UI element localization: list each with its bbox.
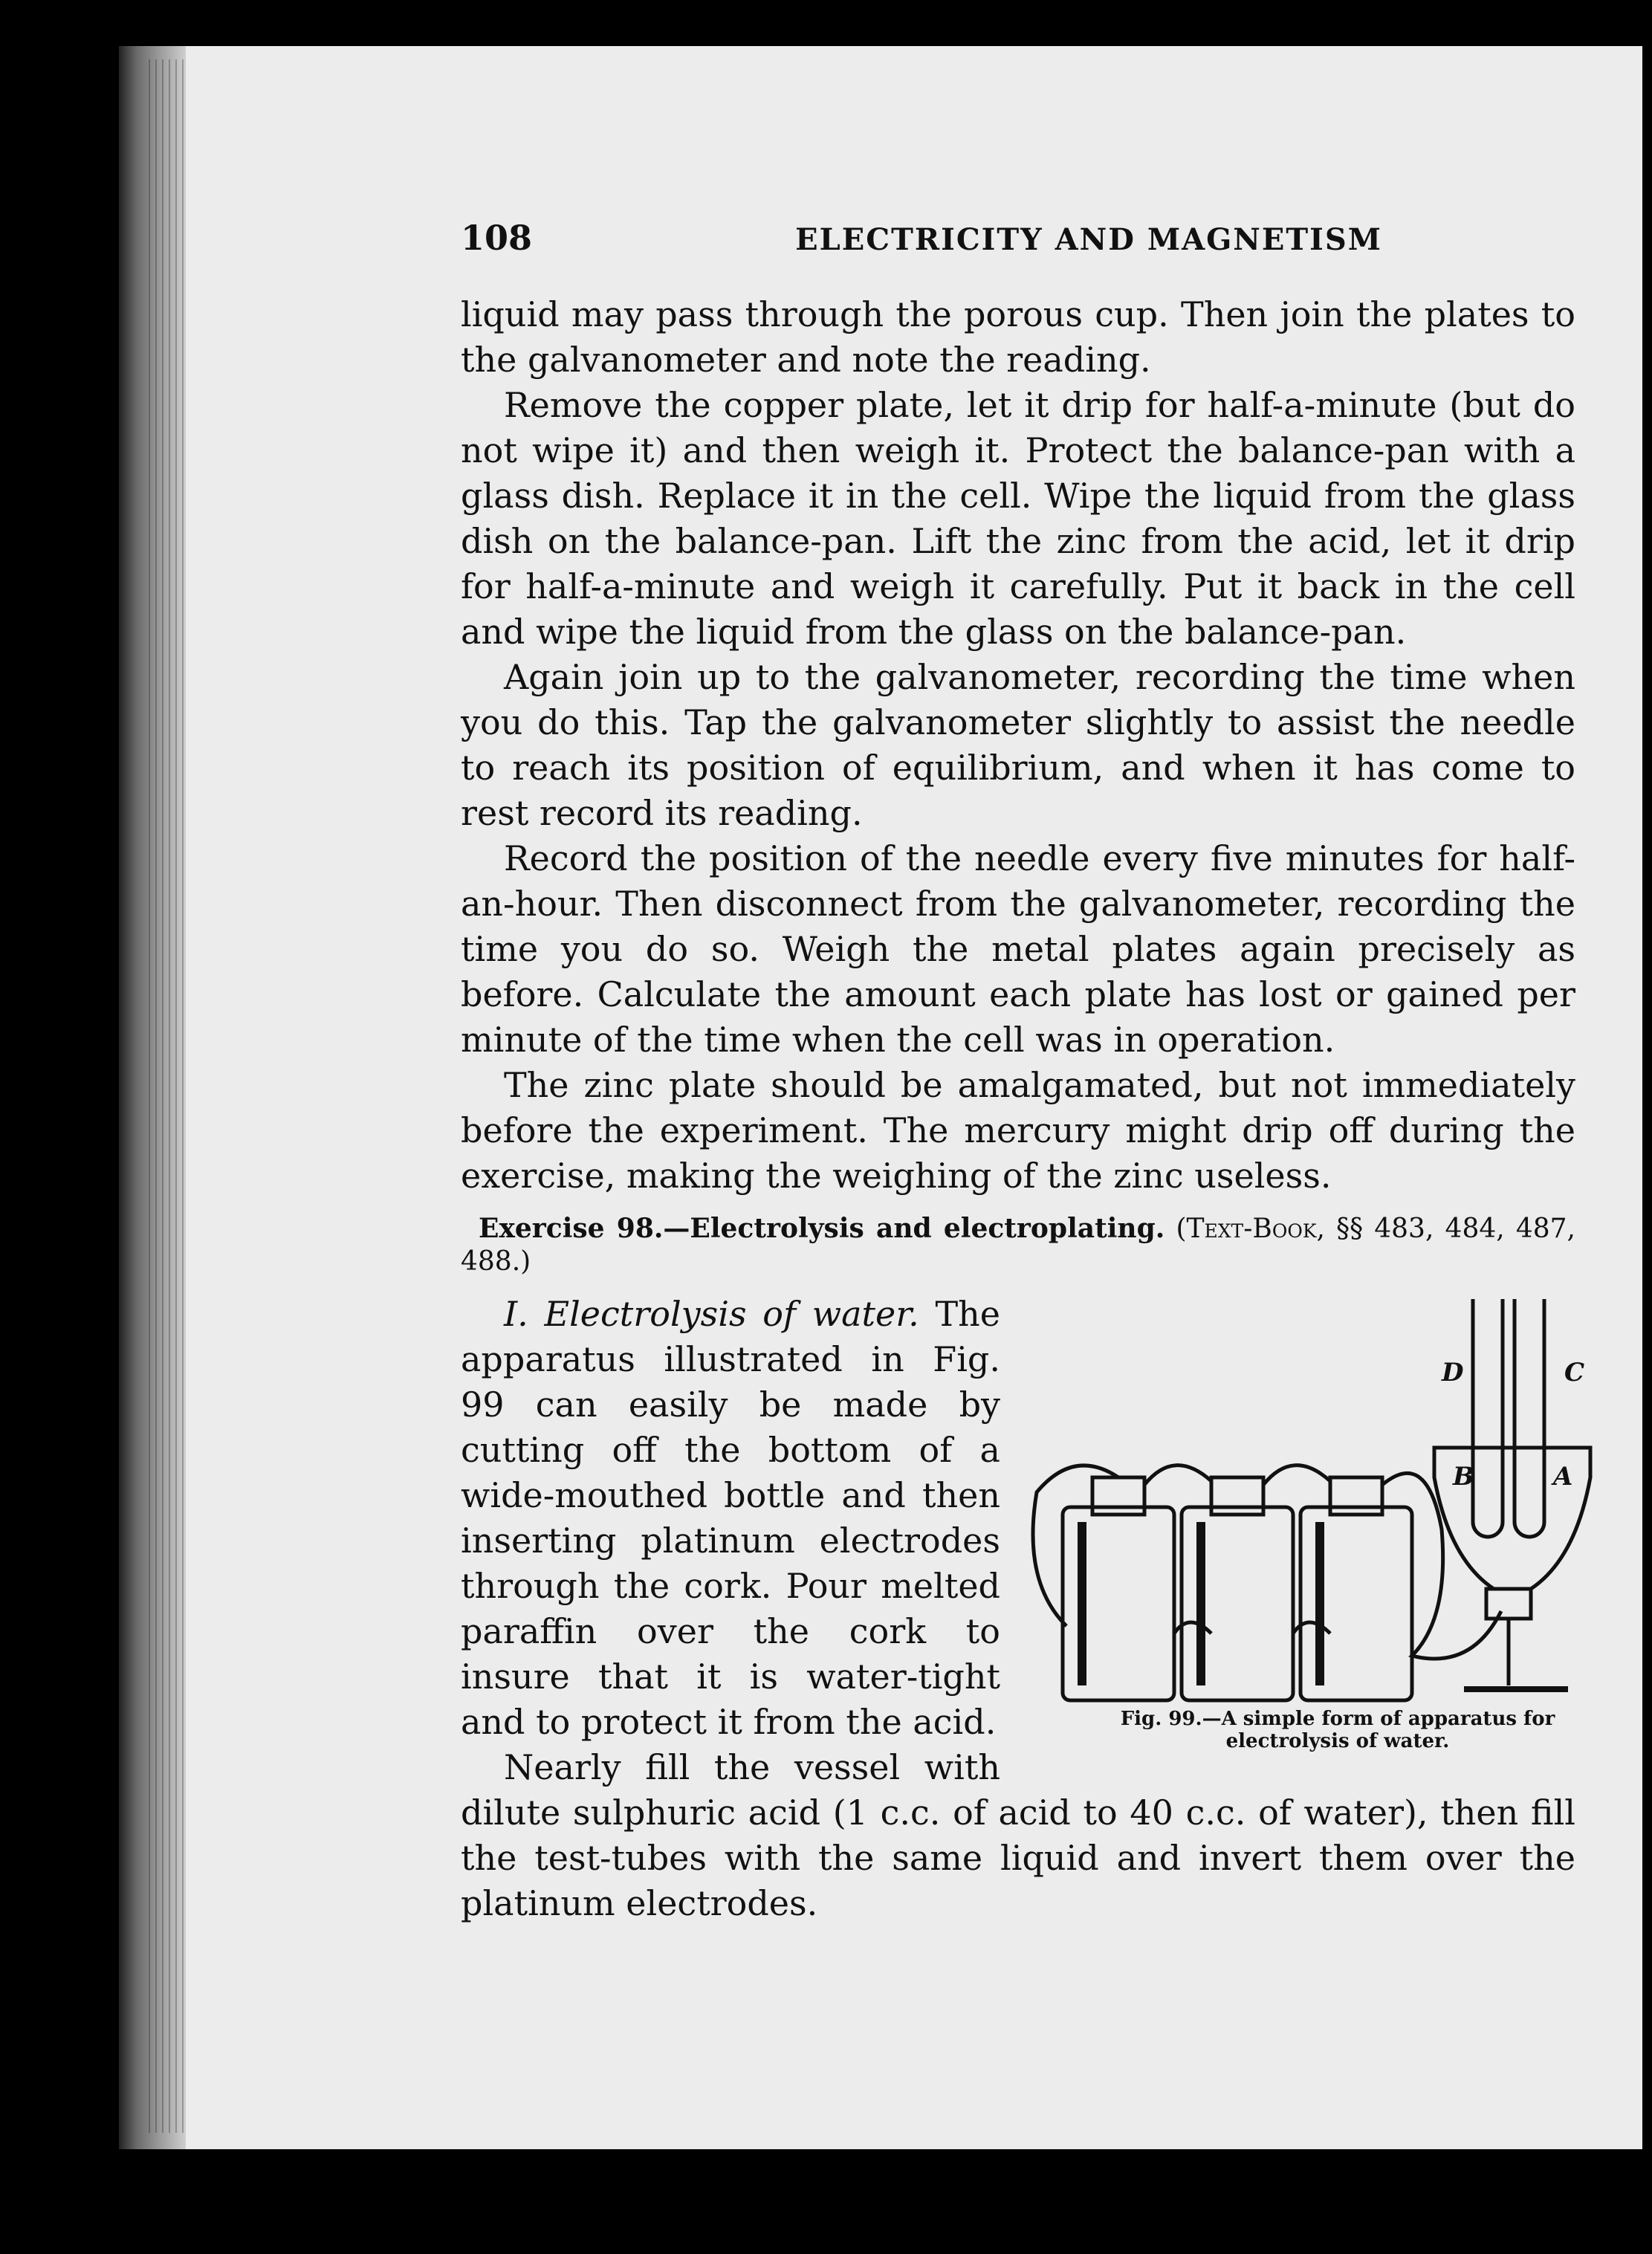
paragraph-1: liquid may pass through the porous cup. Then join the plates to the galvanometer and note the reading.	[461, 294, 1575, 380]
electrolysis-apparatus-illustration	[1018, 1262, 1605, 1708]
running-title: ELECTRICITY AND MAGNETISM	[795, 222, 1382, 257]
label-b: B	[1453, 1462, 1474, 1492]
figure-caption: Fig. 99.—A simple form of apparatus for electrolysis of water.	[1120, 1708, 1555, 1752]
paragraph-5: The zinc plate should be amalgamated, but not immediately before the experiment. The mercury might drip off during the exercise, making the weighing of the zinc useless.	[461, 1065, 1575, 1196]
paragraph-2: Remove the copper plate, let it drip for half-a-minute (but do not wipe it) and then weigh it. Protect the balance-pan with a glass dish. Replace it in the cell. Wipe the liquid from the glass dish on the balance-pan. Lift the zinc from the acid, let it drip for half-a-minute and weigh it carefully. Put it back in the cell and wipe the liquid from the glass on the balance-pan.	[461, 385, 1575, 652]
section-paragraph-2: Nearly fill the vessel with dilute sulphuric acid (1 c.c. of acid to 40 c.c. of water), then fill the test-tubes with the same liquid and invert them over the platinum electrodes.	[461, 1747, 1575, 1923]
exercise-heading: Exercise 98.—Electrolysis and electroplating.	[479, 1213, 1165, 1244]
label-a: A	[1553, 1462, 1573, 1492]
page-header	[461, 216, 1575, 262]
section-subheading: I. Electrolysis of water.	[504, 1294, 919, 1334]
figure-99	[1018, 1262, 1605, 1752]
label-c: C	[1564, 1358, 1585, 1387]
exercise-reference: (Text-Book, §§ 483, 484, 487, 488.)	[461, 1214, 1575, 1277]
page-number: 108	[461, 218, 533, 258]
section-electrolysis	[461, 1292, 1585, 1926]
page-text	[461, 216, 1585, 1926]
paragraph-3: Again join up to the galvanometer, recording the time when you do this. Tap the galvanometer slightly to assist the needle to reach its position of equilibrium, and when it has come to rest record its reading.	[461, 657, 1575, 833]
label-d: D	[1442, 1358, 1464, 1387]
section-text: The apparatus illustrated in Fig. 99 can easily be made by cutting off the bottom of a wide-mouthed bottle and then inserting platinum electrodes through the cork. Pour melted paraffin over the cork to insure that it is water-tight and to protect it from the acid.	[461, 1294, 1001, 1742]
paragraph-4: Record the position of the needle every five minutes for half-an-hour. Then disconnect from the galvanometer, recording the time you do so. Weigh the metal plates again precisely as before. Calculate the amount each plate has lost or gained per minute of the time when the cell was in operation.	[461, 838, 1575, 1060]
